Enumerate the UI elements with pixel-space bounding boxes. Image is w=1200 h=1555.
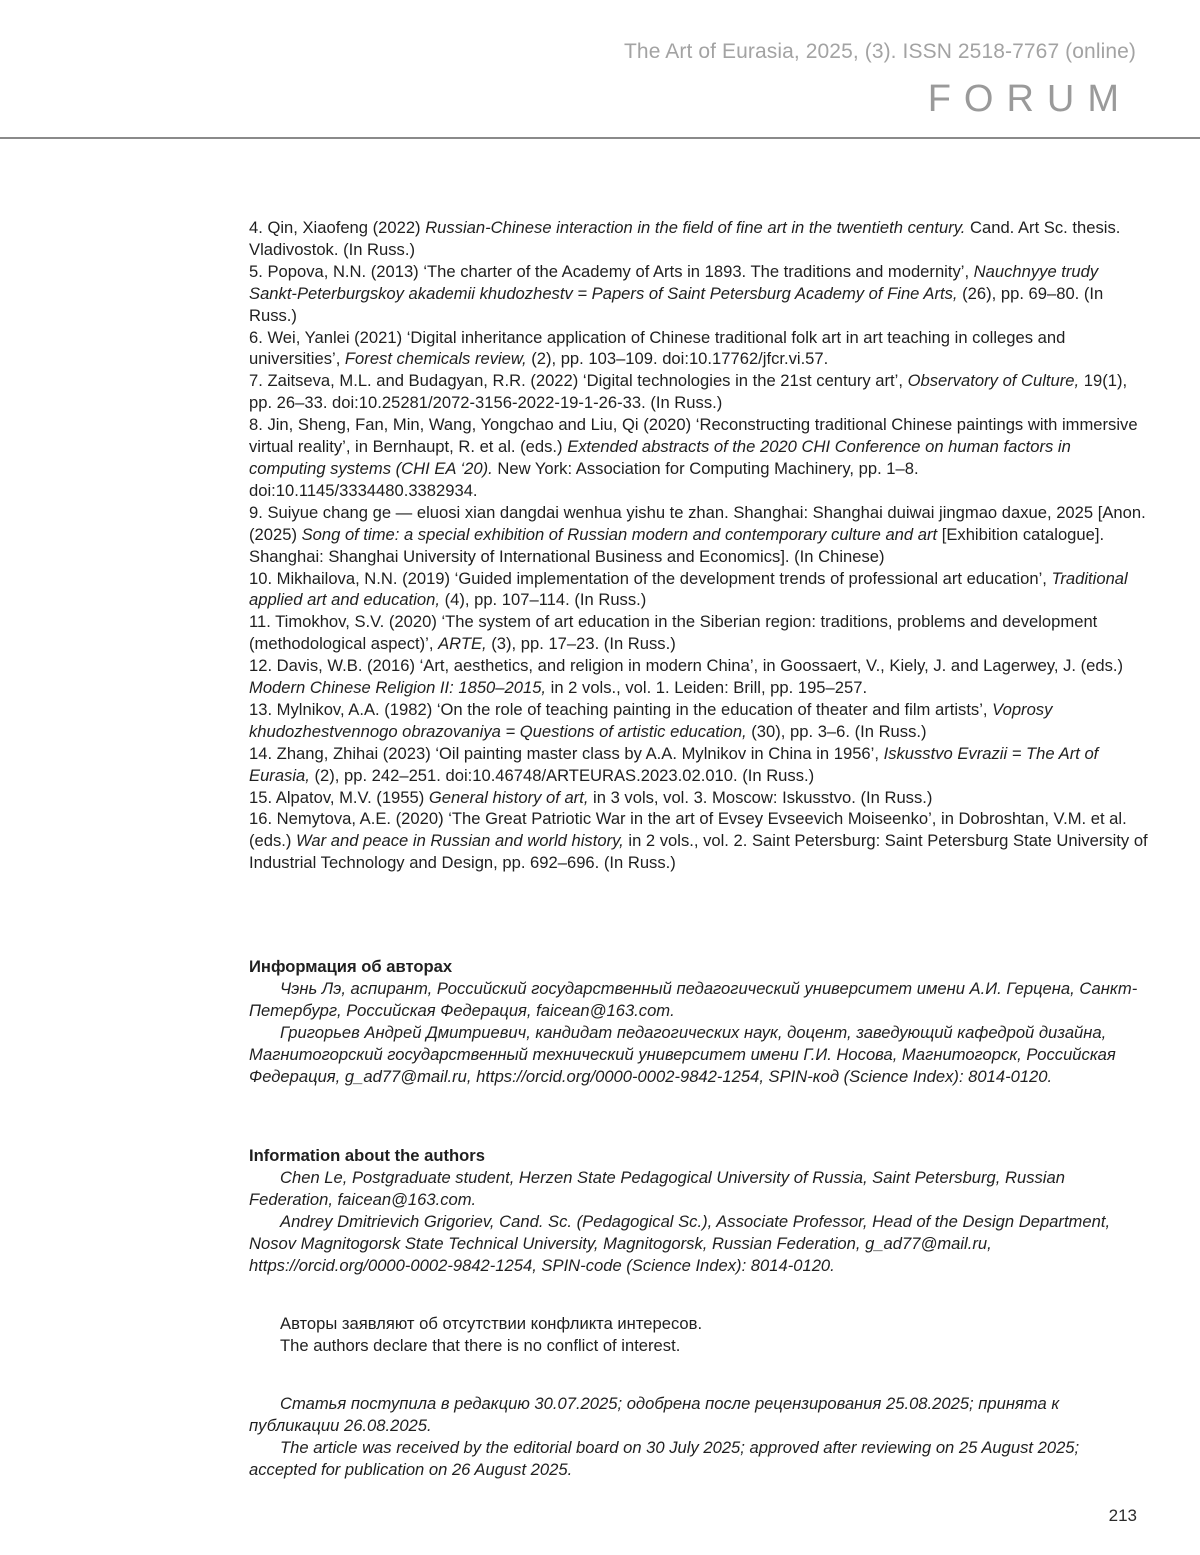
reference-item: 16. Nemytova, A.E. (2020) ‘The Great Patriotic War in the art of Evsey Evseevich Moiseenko’, in Dobroshtan, V.M. et al. (eds.) War and peace in Russian and world history, in 2 vols., vol. 2. Saint Petersburg: Saint Petersburg State University of Industrial Technology and Design, pp. 692–696. (In Russ.) bbox=[249, 809, 1148, 873]
reference-item: 10. Mikhailova, N.N. (2019) ‘Guided implementation of the development trends of professional art education’, Traditional applied art and education, (4), pp. 107–114. (In Russ.) bbox=[249, 568, 1128, 610]
section-title: FORUM bbox=[927, 78, 1132, 120]
reference-item: 5. Popova, N.N. (2013) ‘The charter of the Academy of Arts in 1893. The traditions and modernity’, Nauchnyye trudy Sankt-Peterburgskoy akademii khudozhestv = Papers of Saint Petersburg Academy of Fine Arts, (26), pp. 69–80. (In Russ.) bbox=[249, 261, 1104, 325]
authors-info-ru bbox=[249, 956, 1149, 1087]
author-entry: Григорьев Андрей Дмитриевич, кандидат педагогических наук, доцент, заведующий кафедрой дизайна, Магнитогорский государственный технический университет имени Г.И. Носова, Магнитогорск, Российская Федерация, g_ad77@mail.ru, https://orcid.org/0000-0002-9842-1254, SPIN-код (Science Index): 8014-0120. bbox=[249, 1022, 1116, 1086]
conflict-statement bbox=[249, 1313, 1149, 1357]
dates-en: The article was received by the editorial board on 30 July 2025; approved after reviewing on 25 August 2025; accepted for publication on 26 August 2025. bbox=[249, 1437, 1080, 1479]
reference-item: 8. Jin, Sheng, Fan, Min, Wang, Yongchao and Liu, Qi (2020) ‘Reconstructing traditional Chinese paintings with immersive virtual reality’, in Bernhaupt, R. et al. (eds.) Extended abstracts of the 2020 CHI Conference on human factors in computing systems (CHI EA ‘20). New York: Association for Computing Machinery, pp. 1–8. doi:10.1145/3334480.3382934. bbox=[249, 415, 1138, 500]
author-entry: Andrey Dmitrievich Grigoriev, Cand. Sc. (Pedagogical Sc.), Associate Professor, Head of the Design Department, Nosov Magnitogorsk State Technical University, Magnitogorsk, Russian Federation, g_ad77@mail.ru, https://orcid.org/0000-0002-9842-1254, SPIN-code (Science Index): 8014-0120. bbox=[249, 1211, 1111, 1275]
reference-item: 12. Davis, W.B. (2016) ‘Art, aesthetics, and religion in modern China’, in Goossaert, V., Kiely, J. and Lagerwey, J. (eds.) Modern Chinese Religion II: 1850–2015, in 2 vols., vol. 1. Leiden: Brill, pp. 195–257. bbox=[249, 656, 1124, 698]
reference-item: 11. Timokhov, S.V. (2020) ‘The system of art education in the Siberian region: traditions, problems and development (methodological aspect)’, ARTE, (3), pp. 17–23. (In Russ.) bbox=[249, 612, 1098, 654]
reference-item: 15. Alpatov, M.V. (1955) General history of art, in 3 vols, vol. 3. Moscow: Iskusstvo. (In Russ.) bbox=[249, 787, 933, 807]
reference-item: 4. Qin, Xiaofeng (2022) Russian-Chinese interaction in the field of fine art in the twentieth century. Cand. Art Sc. thesis. Vladivostok. (In Russ.) bbox=[249, 218, 1121, 259]
authors-heading-en: Information about the authors bbox=[249, 1146, 485, 1165]
dates-ru: Статья поступила в редакцию 30.07.2025; одобрена после рецензирования 25.08.2025; принята к публикации 26.08.2025. bbox=[249, 1394, 1060, 1435]
reference-item: 14. Zhang, Zhihai (2023) ‘Oil painting master class by A.A. Mylnikov in China in 1956’, Iskusstvo Evrazii = The Art of Eurasia, (2), pp. 242–251. doi:10.46748/ARTEURAS.2023.02.010. (In Russ.) bbox=[249, 743, 1099, 785]
page-number: 213 bbox=[1108, 1506, 1137, 1525]
conflict-ru: Авторы заявляют об отсутствии конфликта интересов. bbox=[280, 1314, 703, 1333]
author-entry: Chen Le, Postgraduate student, Herzen State Pedagogical University of Russia, Saint Petersburg, Russian Federation, faicean@163.com. bbox=[249, 1167, 1065, 1209]
reference-item: 9. Suiyue chang ge — eluosi xian dangdai wenhua yishu te zhan. Shanghai: Shanghai duiwai jingmao daxue, 2025 [Anon. (2025) Song of time: a special exhibition of Russian modern and contemporary culture and art [Exhibition catalogue]. Shanghai: Shanghai University of International Business and Economics]. (In Chinese) bbox=[249, 502, 1146, 566]
reference-item: 6. Wei, Yanlei (2021) ‘Digital inheritance application of Chinese traditional folk art in art teaching in colleges and universities’, Forest chemicals review, (2), pp. 103–109. doi:10.17762/jfcr.vi.57. bbox=[249, 327, 1066, 369]
reference-list bbox=[249, 217, 1149, 874]
reference-item: 13. Mylnikov, A.A. (1982) ‘On the role of teaching painting in the education of theater and film artists’, Voprosy khudozhestvennogo obrazovaniya = Questions of artistic education, (30), pp. 3–6. (In Russ.) bbox=[249, 699, 1053, 741]
header-divider bbox=[0, 137, 1200, 139]
author-entry: Чэнь Лэ, аспирант, Российский государственный педагогический университет имени А.И. Герцена, Санкт-Петербург, Российская Федерация, faicean@163.com. bbox=[249, 978, 1138, 1020]
article-dates bbox=[249, 1393, 1149, 1481]
authors-heading-ru: Информация об авторах bbox=[249, 957, 453, 976]
reference-item: 7. Zaitseva, M.L. and Budagyan, R.R. (2022) ‘Digital technologies in the 21st century art’, Observatory of Culture, 19(1), pp. 26–33. doi:10.25281/2072-3156-2022-19-1-26-33. (In Russ.) bbox=[249, 371, 1128, 413]
authors-info-en bbox=[249, 1145, 1149, 1276]
journal-citation: The Art of Eurasia, 2025, (3). ISSN 2518-7767 (online) bbox=[623, 40, 1136, 63]
conflict-en: The authors declare that there is no conflict of interest. bbox=[280, 1335, 681, 1355]
